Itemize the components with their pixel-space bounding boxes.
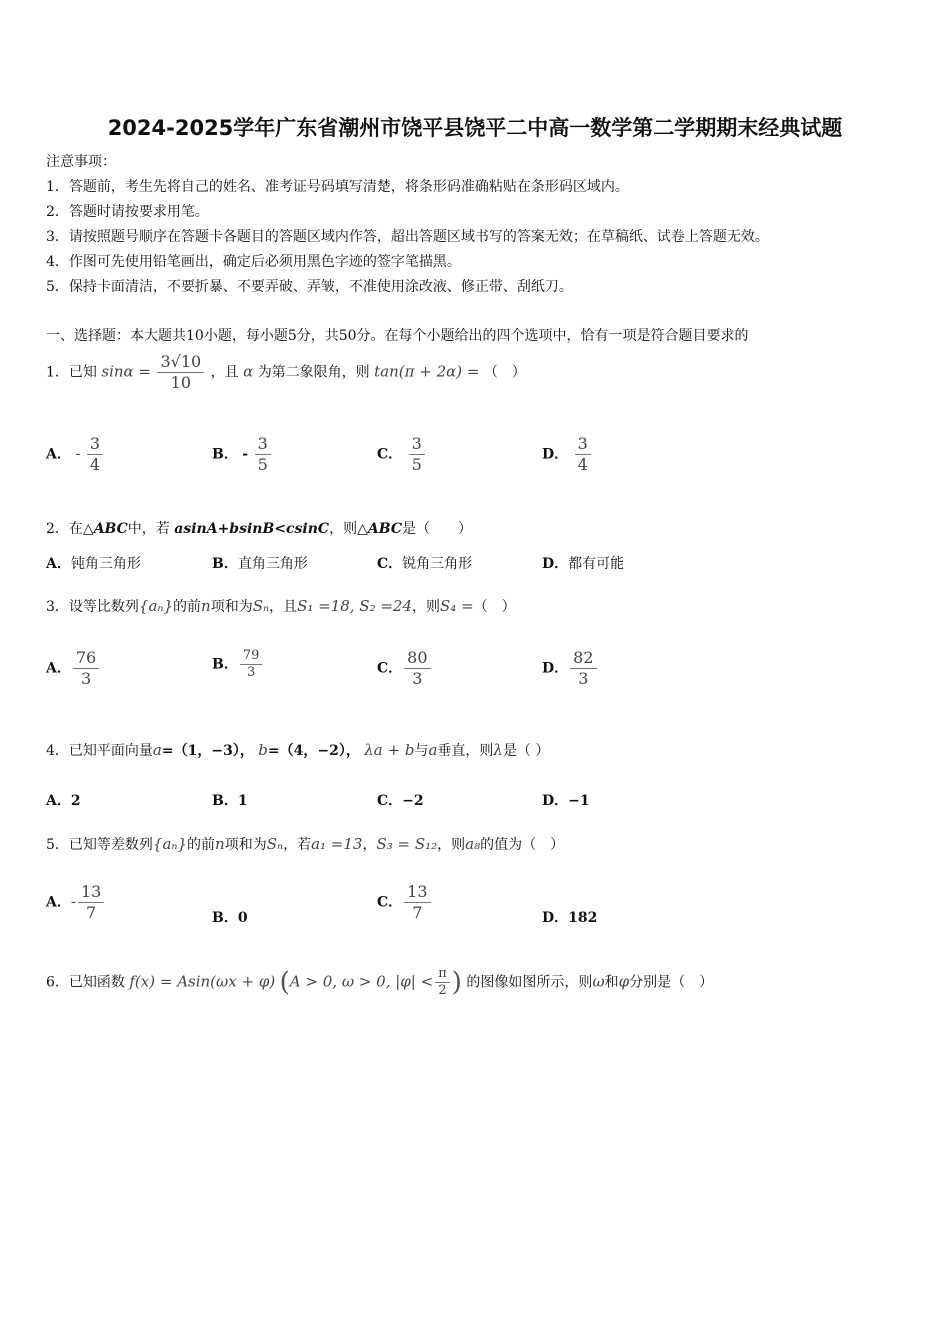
q1-sina: sinα = (101, 362, 151, 381)
q4-option-a[interactable]: A．2 (46, 793, 81, 809)
q3-condition: S₁ =18, S₂ =24 (297, 597, 413, 615)
q4-option-d[interactable]: D．−1 (542, 793, 590, 809)
q2-option-c[interactable]: C．锐角三角形 (377, 556, 473, 572)
question-6: 6．已知函数 f(x) = Asin(ωx + φ) (A > 0, ω > 0, |φ| < $\frac{\pi}{2}$ ) 的图像如图所示，则ω和φ分别是（ ） (46, 966, 714, 998)
q3-option-b[interactable]: B． $\frac{79}{3}$ (212, 648, 264, 681)
question-4: 4．已知平面向量a=（1，−3）， b=（4，−2）， λa + b与a垂直，则λ是（ ） (46, 741, 550, 759)
note-item: 1．答题前，考生先将自己的姓名、准考证号码填写清楚，将条形码准确粘贴在条形码区域内。 (46, 179, 629, 195)
page-title: 2024-2025学年广东省潮州市饶平县饶平二中高一数学第二学期期末经典试题 (107, 116, 843, 140)
q1-expression: tan(π + 2α) = (374, 362, 480, 381)
q1-option-c[interactable]: C． $\frac{3}{5}$ (377, 434, 427, 475)
q5-option-a[interactable]: A．- $\frac{13}{7}$ (46, 882, 106, 923)
note-item: 2．答题时请按要求用笔。 (46, 204, 209, 220)
q3-option-c[interactable]: C． $\frac{80}{3}$ (377, 648, 433, 689)
question-2: 2．在△ABC中，若 asinA+bsinB<csinC，则△ABC是（ ） (46, 521, 472, 537)
q5-option-c[interactable]: C． $\frac{13}{7}$ (377, 882, 433, 923)
q5-option-b[interactable]: B．0 (212, 910, 248, 926)
q1-fraction: $\frac{3√10}{10}$ (157, 352, 204, 393)
q5-option-d[interactable]: D．182 (542, 910, 598, 926)
q2-condition: asinA+bsinB<csinC (174, 521, 330, 537)
q4-option-b[interactable]: B．1 (212, 793, 248, 809)
note-item: 3．请按照题号顺序在答题卡各题目的答题区域内作答，超出答题区域书写的答案无效；在草稿纸、试卷上答题无效。 (46, 229, 769, 245)
section-heading: 一、选择题：本大题共10小题，每小题5分，共50分。在每个小题给出的四个选项中，恰有一项是符合题目要求的 (46, 328, 749, 344)
question-3: 3．设等比数列{aₙ}的前n项和为Sₙ，且S₁ =18, S₂ =24，则S₄ =（ ） (46, 597, 516, 615)
q4-option-c[interactable]: C．−2 (377, 793, 424, 809)
q1-number: 1．已知 (46, 364, 97, 381)
question-5: 5．已知等差数列{aₙ}的前n项和为Sₙ，若a₁ =13，S₃ = S₁₂，则a₈的值为（ ） (46, 835, 565, 853)
question-1: 1．已知 sinα = $\frac{3√10}{10}$ ，且 α 为第二象限角，则 tan(π + 2α) = （ ） (46, 352, 526, 392)
note-item: 5．保持卡面清洁，不要折暴、不要弄破、弄皱，不准使用涂改液、修正带、刮纸刀。 (46, 279, 573, 295)
q2-option-a[interactable]: A．钝角三角形 (46, 556, 141, 572)
q1-option-a[interactable]: A． - $\frac{3}{4}$ (46, 434, 105, 475)
q1-option-b[interactable]: B． - $\frac{3}{5}$ (212, 434, 273, 475)
q1-option-d[interactable]: D． $\frac{3}{4}$ (542, 434, 593, 475)
notes-heading: 注意事项： (46, 154, 116, 170)
q3-option-d[interactable]: D． $\frac{82}{3}$ (542, 648, 599, 689)
q3-option-a[interactable]: A． $\frac{76}{3}$ (46, 648, 101, 689)
q2-option-d[interactable]: D．都有可能 (542, 556, 625, 572)
notes-section (46, 150, 769, 300)
q2-option-b[interactable]: B．直角三角形 (212, 556, 308, 572)
note-item: 4．作图可先使用铅笔画出，确定后必须用黑色字迹的签字笔描黑。 (46, 254, 461, 270)
q6-function: f(x) = Asin(ωx + φ) (129, 972, 276, 991)
